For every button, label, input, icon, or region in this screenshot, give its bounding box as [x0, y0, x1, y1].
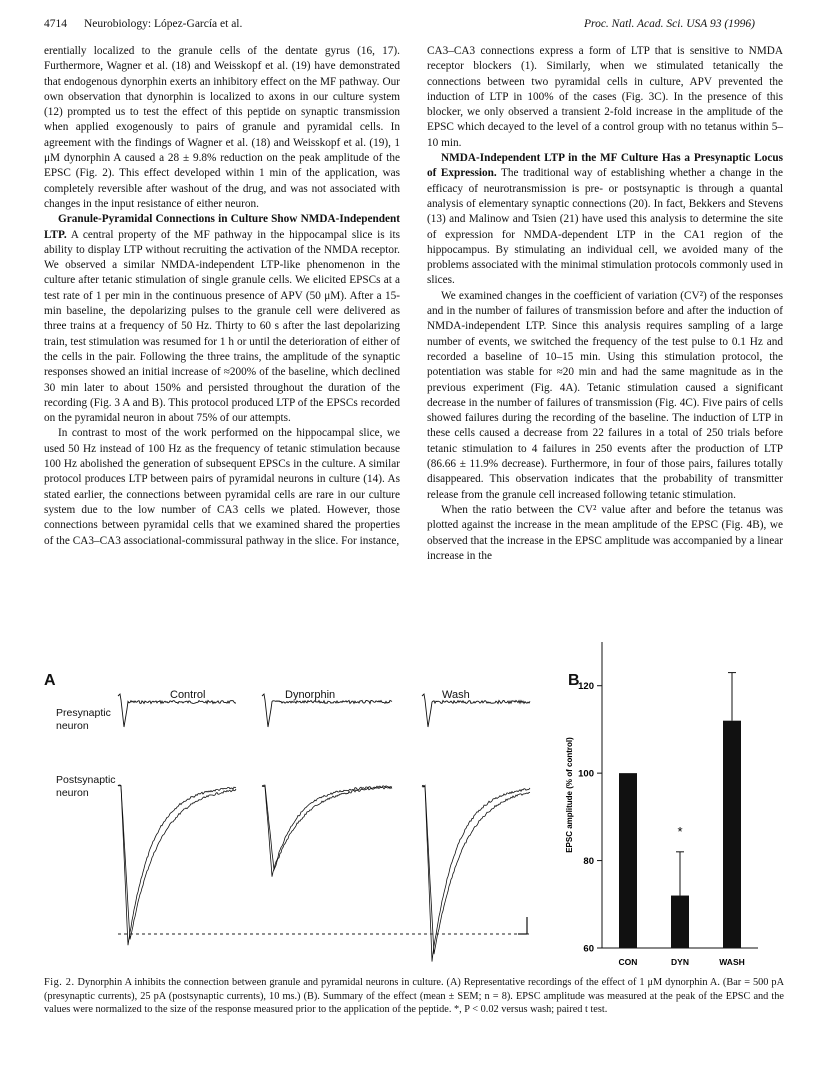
postsynaptic-trace [262, 785, 392, 870]
paragraph: When the ratio between the CV² value after and before the tetanus was plotted against the increase in the mean amplitude of the EPSC (Fig. 4B), we observed that the increase in the EPSC amplitude was accompanied by a linear increase in the [427, 503, 783, 562]
significance-marker: * [677, 823, 683, 839]
paragraph-text: The traditional way of establishing whether a change in the efficacy of neurotransmission is pre- or postsynaptic is through a quantal analysis of elementary synaptic connections (20). In fact, Bekkers and Stevens (13) and Malinow and Tsien (21) have used this analysis to determine the site of expression for NMDA-dependent LTP in the CA1 region of the hippocampus. By stimulating an individual cell, we avoided many of the problems associated with the minimal stimulation protocols commonly used in slices. [427, 167, 783, 287]
running-head: Neurobiology: López-García et al. [84, 18, 243, 30]
condition-label-dynorphin: Dynorphin [285, 689, 336, 701]
postsynaptic-trace [422, 786, 530, 962]
presynaptic-label: Presynaptic neuron [56, 707, 111, 732]
scale-bar [518, 917, 527, 934]
y-axis-label: EPSC amplitude (% of control) [565, 737, 574, 853]
caption-label: Fig. 2. [44, 977, 75, 988]
presynaptic-trace [422, 694, 530, 727]
y-tick-label: 120 [578, 681, 594, 693]
paragraph: We examined changes in the coefficient of variation (CV²) of the responses and in the number of failures of transmission before and after the induction of NMDA-independent LTP. Since this analysis requires sampling of a large number of events, we switched the frequency of the test pulse to 0.1 Hz and recorded a baseline of 10–15 min. Using this stimulation protocol, the potentiation was stable for ≈20 min and had the same magnitude as in the previous experiment (Fig. 4A). Tetanic stimulation caused a significant decrease in the number of failures of transmission (Fig. 4C). Five pairs of cells showed failures during the recording of the baseline. The induction of LTP in these cells caused a decrease from 22 failures in a total of 250 trials before tetanic stimulation to 4 failures in 250 events after the production of LTP (86.66 ± 11.9% decrease). Furthermore, in four of those pairs, failures totally disappeared. This observation indicates that the probability of transmitter release from the granule cell increased following tetanic stimulation. [427, 289, 783, 501]
x-category-label: CON [618, 957, 638, 967]
presynaptic-trace [262, 694, 392, 727]
bar-wash [723, 721, 741, 948]
bar-dyn [671, 896, 689, 948]
current-traces [118, 694, 530, 962]
postsynaptic-trace [118, 785, 236, 939]
paragraph: CA3–CA3 connections express a form of LTP that is sensitive to NMDA receptor blockers (1). Similarly, when we stimulated tetanically the connections between two pyramidal cells in culture, APV prevented the induction of LTP in 100% of the cases (Fig. 3C). In the presence of this blocker, we only observed a transient 2-fold increase in the amplitude of the EPSC which decayed to the level of a control group with no tetanus within 5–10 min. [427, 45, 783, 149]
journal-citation: Proc. Natl. Acad. Sci. USA 93 (1996) [584, 18, 755, 30]
section-heading: Granule-Pyramidal Connections in Culture Show NMDA-Independent LTP. [44, 213, 400, 241]
condition-label-wash: Wash [442, 689, 470, 701]
figure-caption [44, 976, 784, 1017]
caption-text: Dynorphin A inhibits the connection between granule and pyramidal neurons in culture. (A) Representative recordings of the effect of 1 μM dynorphin A. (Bar = 500 pA (presynaptic currents), 25 pA (postsynaptic currents), 10 ms.) (B). Summary of the effect (mean ± SEM; n = 8). EPSC amplitude was measured at the peak of the EPSC and the values were normalized to the size of the response measured prior to the application of the peptide. *, P < 0.02 versus wash; paired t test. [44, 977, 785, 1015]
page-number: 4714 [44, 18, 67, 30]
bar-chart-panel-b [565, 642, 758, 967]
x-category-label: DYN [671, 957, 689, 967]
paragraph: erentially localized to the granule cells of the dentate gyrus (16, 17). Furthermore, Wagner et al. (18) and Weisskopf et al. (19) have demonstrated that endogenous dynorphin exerts an inhibitory effect on the MF pathway. Our own observation that dynorphin is localized to axons in our culture system (12) prompted us to test the effect of this peptide on synaptic transmission when applied exogenously to pairs of granule and pyramidal cells. In agreement with the findings of Wagner et al. (18) and Weisskopf et al. (19), 1 μM dynorphin A caused a 28 ± 9.8% reduction on the peak amplitude of the EPSC (Fig. 2). This effect developed within 1 min of the application, was completely reversible after washout of the drug, and was not associated with changes in the input resistance of either neuron. [44, 45, 400, 210]
bar-con [619, 773, 637, 948]
postsynaptic-trace [118, 785, 236, 945]
presynaptic-trace [118, 694, 236, 727]
panel-a-label: A [44, 672, 56, 689]
panel-b-label: B [568, 672, 580, 689]
y-tick-label: 80 [583, 856, 594, 868]
y-tick-label: 100 [578, 768, 594, 780]
paragraph-text: A central property of the MF pathway in the hippocampal slice is its ability to display LTP without recruiting the activation of the NMDA receptor. We observed a similar NMDA-independent LTP-like phenomenon in the culture after tetanic stimulation of single granule cells. We elicited EPSCs at a test rate of 1 per min in the continuous presence of APV (50 μM). After a 15-min baseline, the depolarizing pulses to the granule cell were delivered as three trains at a frequency of 50 Hz. Thirty to 60 s after the last depolarizing train, test stimulation was resumed for 1 h or until the deterioration of either of the cells in the pair. Following the three trains, the amplitude of the synaptic responses showed an initial increase of ≈200% of the baseline, which declined 30 min later to about 150% and persisted throughout the duration of the recording (Fig. 3 A and B). This protocol produced LTP of the EPSCs recorded on the pyramidal neuron in about 75% of our attempts. [44, 228, 400, 425]
postsynaptic-label: Postsynaptic neuron [56, 774, 116, 799]
condition-label-control: Control [170, 689, 206, 701]
paragraph: In contrast to most of the work performed on the hippocampal slice, we used 50 Hz instead of 100 Hz as the frequency of tetanic stimulation because 100 Hz abolished the generation of subsequent EPSCs in the culture. A similar protocol produces LTP between pairs of pyramidal neurons in culture (14). As stated earlier, the connections between pyramidal cells are rare in our culture system due to the low number of CA3 cells we plated. However, those connections between pyramidal cells that we examined shared the properties of the CA3–CA3 associational-commissural pathway in the slice. For instance, [44, 427, 400, 547]
x-category-label: WASH [719, 957, 745, 967]
y-tick-label: 60 [583, 943, 594, 955]
postsynaptic-trace [422, 785, 530, 954]
section-heading: NMDA-Independent LTP in the MF Culture Has a Presynaptic Locus of Expression. [427, 152, 783, 180]
